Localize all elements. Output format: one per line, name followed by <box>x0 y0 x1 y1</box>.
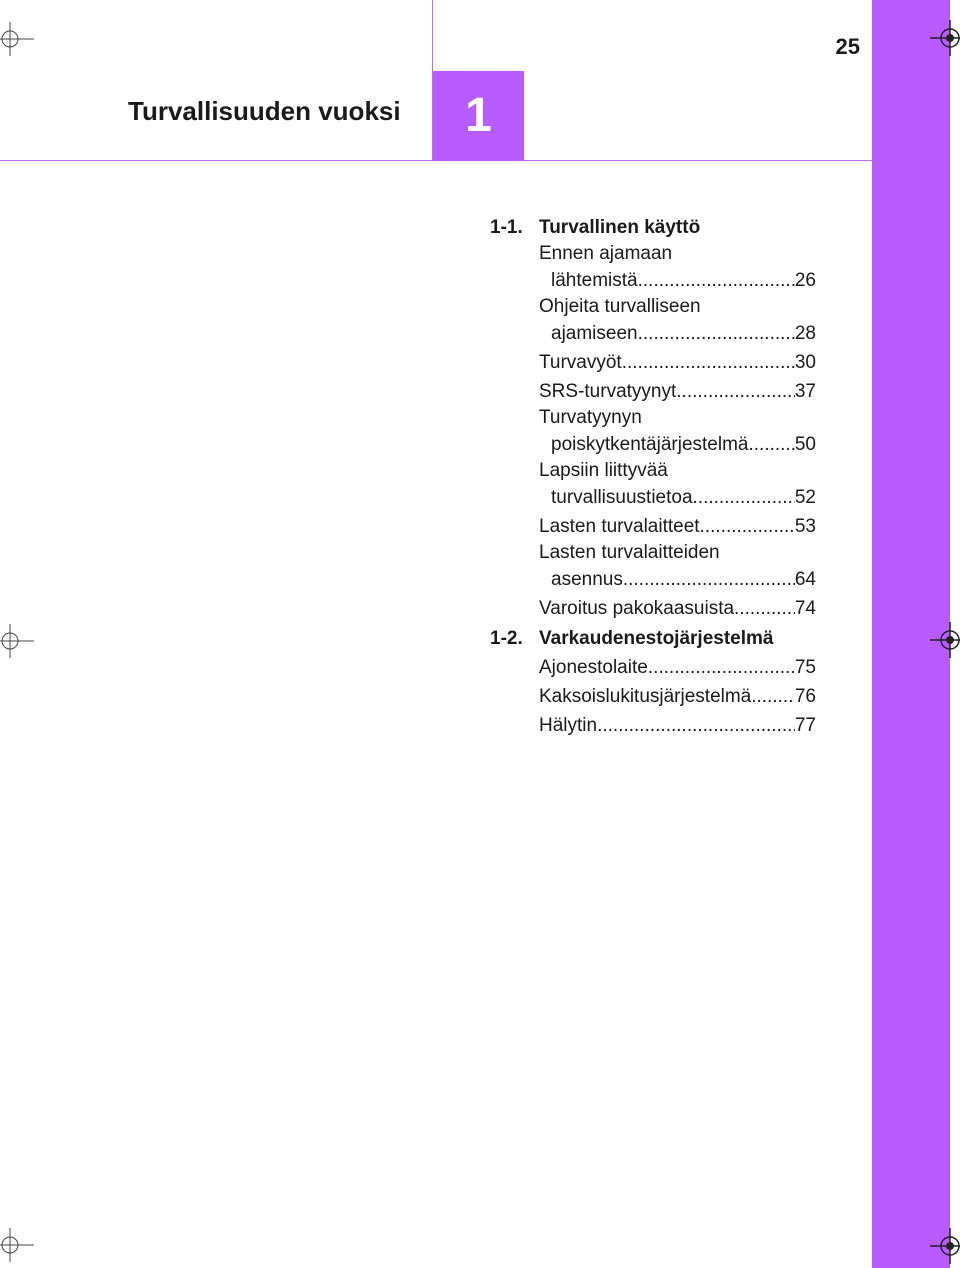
toc-entry-label: Turvavyöt <box>539 352 622 373</box>
crop-mark-bottom-left <box>0 1228 34 1262</box>
toc-entry-line1: Ohjeita turvalliseen <box>539 296 701 317</box>
crop-mark-mid-left <box>0 624 34 658</box>
table-of-contents <box>490 214 816 740</box>
leader-dots <box>623 565 795 594</box>
leader-dots <box>597 711 795 740</box>
toc-entry-line1: Ennen ajamaan <box>539 243 673 264</box>
toc-entry-page: 75 <box>794 657 816 678</box>
crop-mark-bottom-right <box>930 1228 960 1264</box>
toc-entry[interactable] <box>539 406 816 459</box>
toc-entry-line1: Lasten turvalaitteiden <box>539 542 720 563</box>
leader-dots <box>700 512 795 541</box>
toc-entry-label: lähtemistä <box>551 270 638 291</box>
toc-entry-label: Hälytin <box>539 715 598 736</box>
toc-entry-page: 76 <box>794 686 816 707</box>
toc-entry[interactable] <box>539 295 816 348</box>
toc-entry-label: poiskytkentäjärjestelmä <box>551 434 749 455</box>
toc-section-heading[interactable] <box>490 625 816 653</box>
toc-entries <box>490 242 816 623</box>
toc-entry-label: Lasten turvalaitteet <box>539 516 700 537</box>
section-title: Turvallinen käyttö <box>539 217 701 238</box>
toc-entry-page: 53 <box>794 516 816 537</box>
toc-entry-page: 52 <box>794 487 816 508</box>
toc-entry[interactable] <box>539 459 816 512</box>
toc-entry-label: turvallisuustietoa <box>551 487 693 508</box>
toc-entry[interactable] <box>539 682 816 711</box>
chapter-number-box: 1 <box>433 71 524 161</box>
section-number: 1-1. <box>490 217 523 238</box>
toc-entry-page: 26 <box>794 270 816 291</box>
leader-dots <box>622 348 795 377</box>
toc-entry-line1: Lapsiin liittyvää <box>539 460 668 481</box>
section-title: Varkaudenestojärjestelmä <box>539 628 774 649</box>
toc-entry[interactable] <box>539 653 816 682</box>
toc-entry-page: 74 <box>794 598 816 619</box>
toc-section-heading[interactable] <box>490 214 816 242</box>
leader-dots <box>638 319 795 348</box>
toc-entry-page: 50 <box>794 434 816 455</box>
toc-entry[interactable] <box>539 541 816 594</box>
toc-entries <box>490 653 816 740</box>
section-number: 1-2. <box>490 628 523 649</box>
toc-entry[interactable] <box>539 512 816 541</box>
leader-dots <box>638 266 795 295</box>
toc-entry-label: asennus <box>551 569 623 590</box>
page-number: 25 <box>835 34 860 59</box>
toc-entry[interactable] <box>539 594 816 623</box>
leader-dots <box>648 653 795 682</box>
toc-entry-page: 64 <box>794 569 816 590</box>
crop-mark-mid-right <box>930 622 960 658</box>
toc-entry-page: 37 <box>794 381 816 402</box>
toc-entry-label: Varoitus pakokaasuista <box>539 598 735 619</box>
chapter-title: Turvallisuuden vuoksi <box>128 96 401 126</box>
leader-dots <box>734 594 795 623</box>
toc-entry[interactable] <box>539 377 816 406</box>
toc-entry-label: Kaksoislukitusjärjestelmä <box>539 686 752 707</box>
toc-entry-page: 30 <box>794 352 816 373</box>
leader-dots <box>751 682 795 711</box>
crop-mark-top-right <box>930 20 960 56</box>
crop-mark-top-left <box>0 22 34 56</box>
leader-dots <box>676 377 795 406</box>
toc-entry-label: SRS-turvatyynyt <box>539 381 677 402</box>
toc-entry-label: Ajonestolaite <box>539 657 648 678</box>
leader-dots <box>693 483 795 512</box>
toc-entry-line1: Turvatyynyn <box>539 407 642 428</box>
toc-entry[interactable] <box>539 711 816 740</box>
toc-entry-label: ajamiseen <box>551 323 638 344</box>
toc-entry-page: 77 <box>794 715 816 736</box>
leader-dots <box>748 430 794 459</box>
toc-entry-page: 28 <box>794 323 816 344</box>
toc-entry[interactable] <box>539 348 816 377</box>
toc-entry[interactable] <box>539 242 816 295</box>
